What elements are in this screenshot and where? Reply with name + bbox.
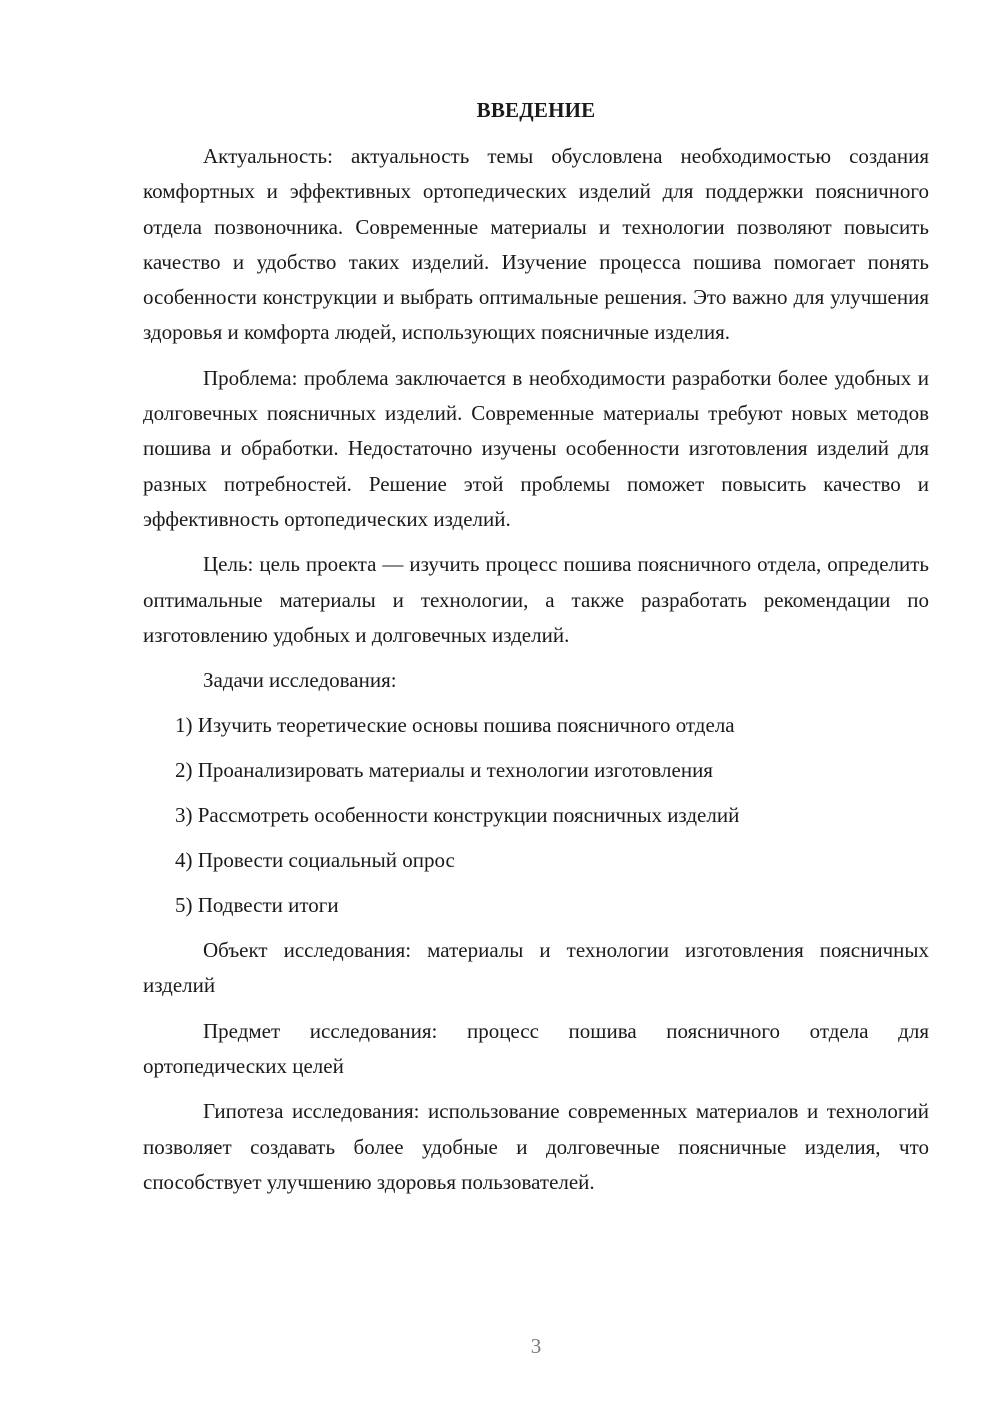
subject-paragraph: Предмет исследования: процесс пошива поясничного отдела для ортопедических целей	[143, 1018, 929, 1079]
document-page	[143, 95, 929, 1200]
task-list	[143, 708, 929, 923]
relevance-paragraph: Актуальность: актуальность темы обусловлена необходимостью создания комфортных и эффективных ортопедических изделий для поддержки поясничного отдела позвоночника. Современные материалы и технологии позволяют повысить качество и удобство таких изделий. Изучение процесса пошива помогает понять особенности конструкции и выбрать оптимальные решения. Это важно для улучшения здоровья и комфорта людей, использующих поясничные изделия.	[143, 144, 929, 345]
task-item-1: 1) Изучить теоретические основы пошива поясничного отдела	[175, 713, 735, 738]
tasks-heading: Задачи исследования:	[203, 668, 397, 693]
task-item-3: 3) Рассмотреть особенности конструкции поясничных изделий	[175, 803, 740, 828]
hypothesis-paragraph: Гипотеза исследования: использование современных материалов и технологий позволяет создавать более удобные и долговечные поясничные изделия, что способствует улучшению здоровья пользователей.	[143, 1099, 929, 1194]
task-item-5: 5) Подвести итоги	[175, 893, 339, 918]
task-item-2: 2) Проанализировать материалы и технологии изготовления	[175, 758, 713, 783]
problem-paragraph: Проблема: проблема заключается в необходимости разработки более удобных и долговечных поясничных изделий. Современные материалы требуют новых методов пошива и обработки. Недостаточно изучены особенности изготовления изделий для разных потребностей. Решение этой проблемы поможет повысить качество и эффективность ортопедических изделий.	[143, 365, 929, 531]
page-number: 3	[530, 1334, 542, 1358]
task-item-4: 4) Провести социальный опрос	[175, 848, 455, 873]
goal-paragraph: Цель: цель проекта — изучить процесс пошива поясничного отдела, определить оптимальные материалы и технологии, а также разработать рекомендации по изготовлению удобных и долговечных изделий.	[143, 552, 929, 647]
page-title: ВВЕДЕНИЕ	[476, 98, 596, 122]
object-paragraph: Объект исследования: материалы и технологии изготовления поясничных изделий	[143, 938, 929, 998]
